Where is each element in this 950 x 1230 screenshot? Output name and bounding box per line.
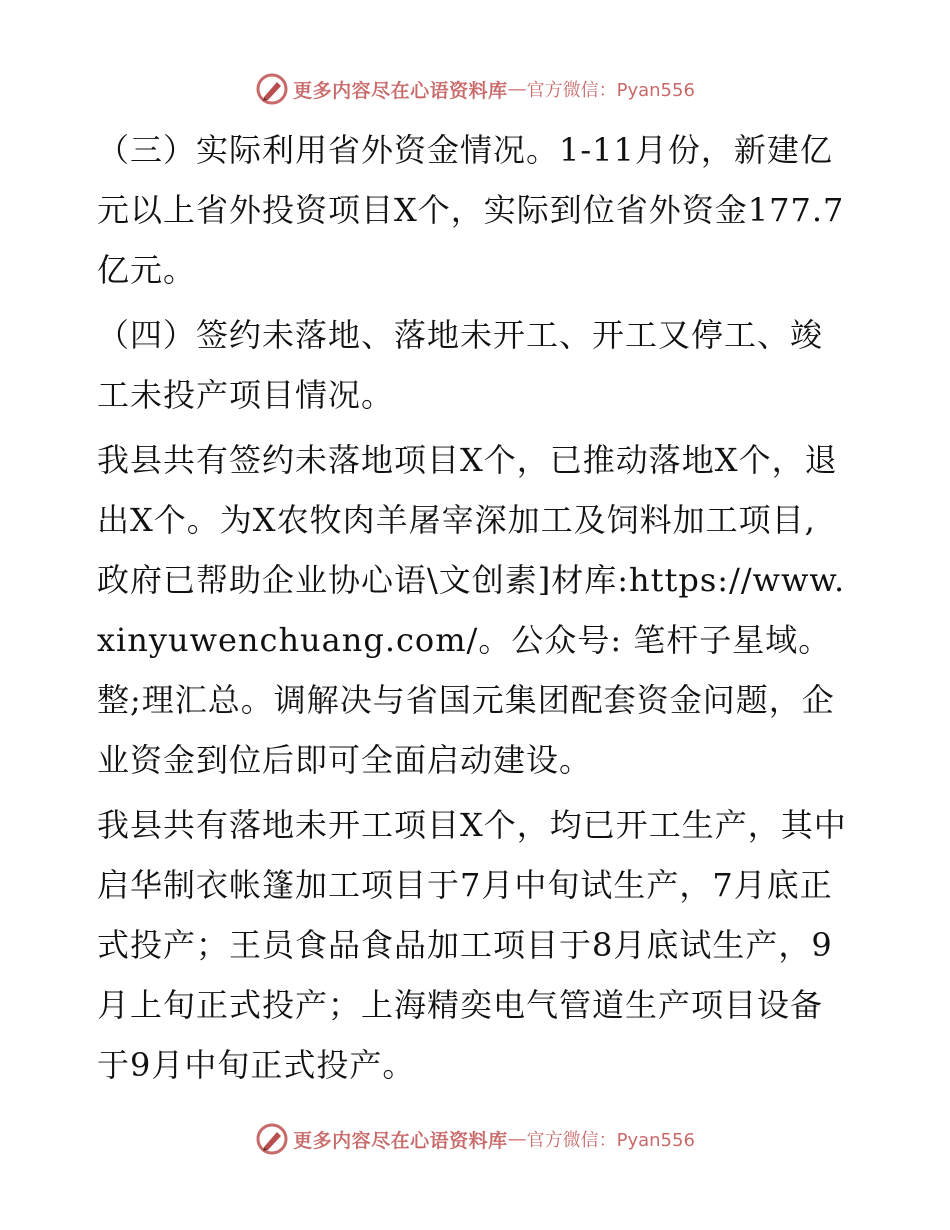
watermark-footer bbox=[0, 1122, 950, 1156]
pen-logo-icon bbox=[255, 72, 289, 106]
watermark-main-text: 更多内容尽在心语资料库 bbox=[293, 1129, 508, 1152]
paragraph-unlanded-projects: 我县共有签约未落地项目X个，已推动落地X个，退出X个。为X农牧肉羊屠宰深加工及饲料加工项目,政府已帮助企业协心语\文创素]材库:https://www.xinyuwenchuang.com/。公众号: 笔杆子星域。整;理汇总。调解决与省国元集团配套资金问题，企业资金到位后即可全面启动建设。 bbox=[97, 441, 846, 779]
watermark-main-text: 更多内容尽在心语资料库 bbox=[293, 79, 508, 102]
paragraph-unstarted-projects: 我县共有落地未开工项目X个，均已开工生产，其中启华制衣帐篷加工项目于7月中旬试生产，7月底正式投产；王员食品食品加工项目于8月底试生产，9月上旬正式投产；上海精奕电气管道生产项目设备于9月中旬正式投产。 bbox=[97, 806, 847, 1084]
document-body bbox=[97, 120, 847, 1095]
paragraph-section-four: （四）签约未落地、落地未开工、开工又停工、竣工未投产项目情况。 bbox=[97, 316, 824, 414]
watermark-wechat-text: 官方微信：Pyan556 bbox=[526, 1130, 695, 1151]
watermark-wechat-text: 官方微信：Pyan556 bbox=[526, 80, 695, 101]
paragraph-section-three: （三）实际利用省外资金情况。1-11月份，新建亿元以上省外投资项目X个，实际到位省外资金177.7亿元。 bbox=[97, 131, 845, 289]
watermark-separator: — bbox=[507, 1128, 527, 1150]
watermark-separator: — bbox=[507, 78, 527, 100]
watermark-header bbox=[0, 72, 950, 106]
pen-logo-icon bbox=[255, 1122, 289, 1156]
